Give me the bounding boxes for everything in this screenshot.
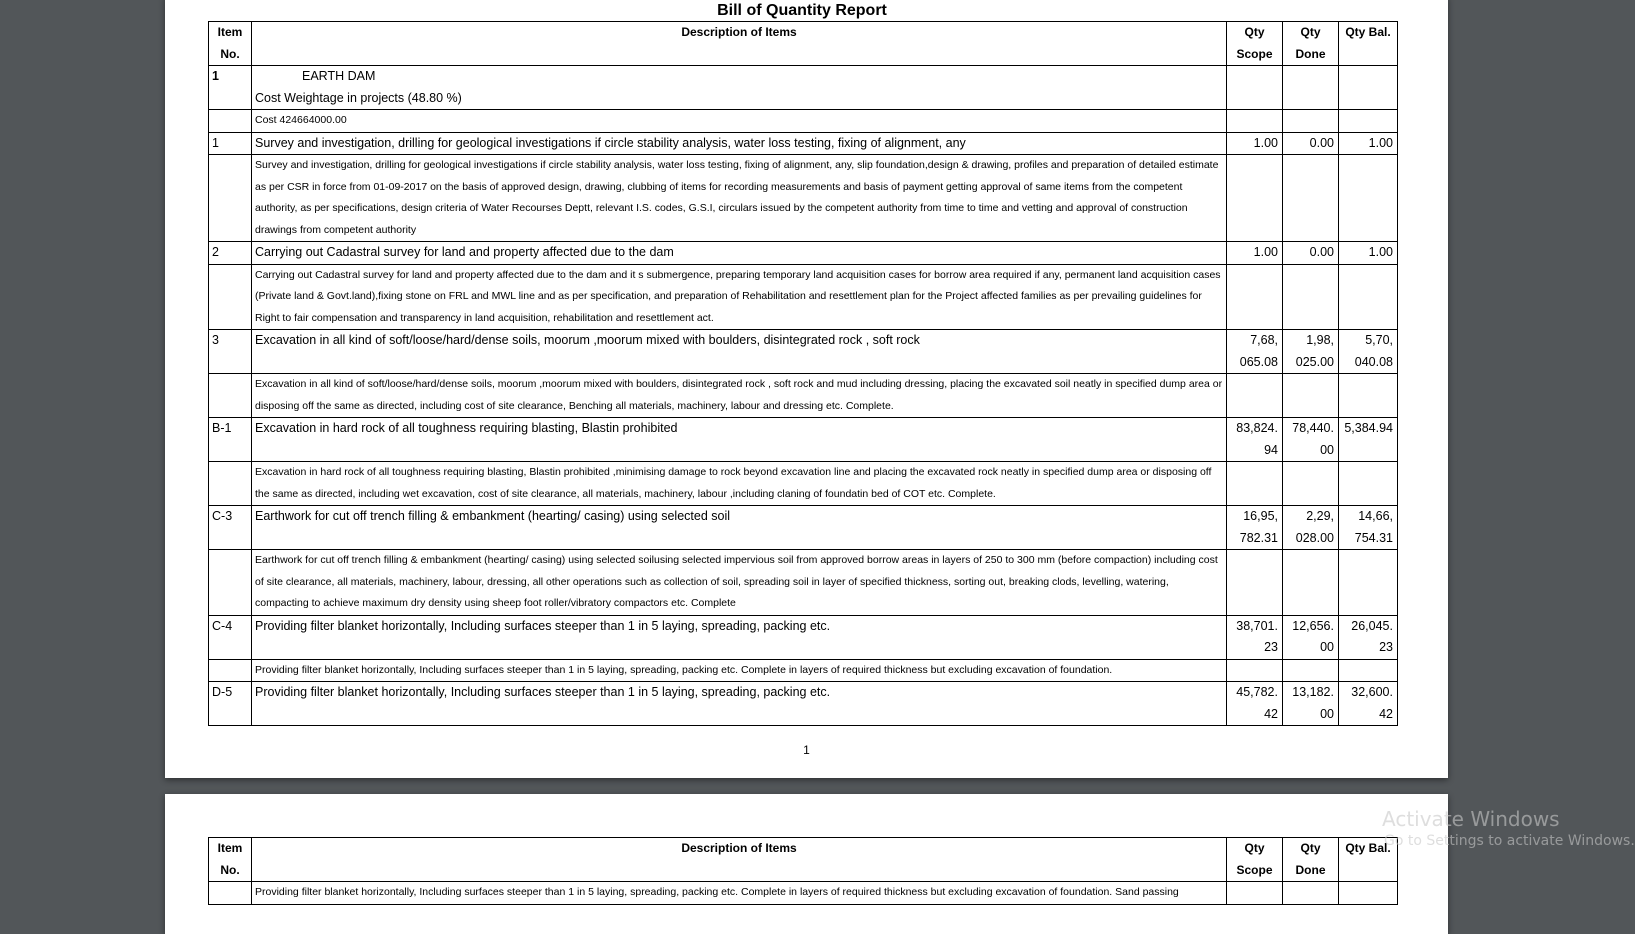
header-qty-scope: Qty Scope [1227,838,1283,882]
page-number: 1 [803,743,810,757]
qty-scope: 83,824. 94 [1227,418,1283,462]
qty-done: 0.00 [1283,242,1339,265]
item-no: D-5 [209,682,252,726]
qty-bal: 5,70, 040.08 [1339,330,1398,374]
section-no: 1 [209,66,252,110]
item-detail: Providing filter blanket horizontally, Including surfaces steeper than 1 in 5 laying, spreading, packing etc. Complete in layers of required thickness but excluding excavation of foundation. [252,659,1227,682]
qty-done: 2,29, 028.00 [1283,506,1339,550]
report-title: Bill of Quantity Report [717,2,887,19]
cost-weightage: Cost Weightage in projects (48.80 %) [255,90,462,105]
table-row [209,242,1398,265]
detail-row [209,659,1398,682]
header-qty-bal: Qty Bal. [1339,838,1398,882]
qty-bal: 32,600. 42 [1339,682,1398,726]
item-detail: Providing filter blanket horizontally, Including surfaces steeper than 1 in 5 laying, spreading, packing etc. Complete in layers of required thickness but excluding excavation of foundation. Sand passing [252,882,1227,905]
table-row [209,418,1398,462]
qty-done: 12,656. 00 [1283,615,1339,659]
qty-scope: 38,701. 23 [1227,615,1283,659]
qty-scope: 7,68, 065.08 [1227,330,1283,374]
qty-bal: 1.00 [1339,242,1398,265]
qty-scope: 16,95, 782.31 [1227,506,1283,550]
item-no: 1 [209,132,252,155]
table-row [209,682,1398,726]
header-qty-done: Qty Done [1283,838,1339,882]
item-title: Earthwork for cut off trench filling & embankment (hearting/ casing) using selected soil [252,506,1227,550]
section-heading [252,66,1227,110]
item-detail: Survey and investigation, drilling for geological investigations if circle stability analysis, water loss testing, fixing of alignment, any, slip foundation,design & drawing, profiles and preparation of detailed estimate as per CSR in force from 01-09-2017 on the basis of approved design, drawing, clubbing of items for recording measurements and basis of payment getting approval of same items from the competent authority, as per specifications, design criteria of Water Recourses Deptt, relevant I.S. codes, G.S.I, circulars issued by the competent authority from time to time and vetting and approval of construction drawings from competent authority [252,155,1227,242]
header-description: Description of Items [252,838,1227,882]
qty-scope: 45,782. 42 [1227,682,1283,726]
header-description: Description of Items [252,22,1227,66]
table-header-row [209,838,1398,882]
item-no: 2 [209,242,252,265]
item-no: C-4 [209,615,252,659]
header-item-no: Item No. [209,22,252,66]
qty-bal: 5,384.94 [1339,418,1398,462]
header-qty-done: Qty Done [1283,22,1339,66]
qty-scope: 1.00 [1227,242,1283,265]
detail-row [209,264,1398,330]
item-detail: Excavation in hard rock of all toughness requiring blasting, Blastin prohibited ,minimising damage to rock beyond excavation line and placing the excavated rock neatly in specified dump area or disposing off the same as directed, including wet excavation, cost of site clearance, all materials, machinery, labour ,including claning of foundatin bed of COT etc. Complete. [252,462,1227,506]
header-qty-scope: Qty Scope [1227,22,1283,66]
qty-bal: 1.00 [1339,132,1398,155]
report-page-1 [165,0,1448,778]
table-header-row [209,22,1398,66]
header-qty-bal: Qty Bal. [1339,22,1398,66]
qty-bal: 26,045. 23 [1339,615,1398,659]
qty-bal: 14,66, 754.31 [1339,506,1398,550]
boq-table [208,21,1398,726]
item-title: Survey and investigation, drilling for geological investigations if circle stability analysis, water loss testing, fixing of alignment, any [252,132,1227,155]
item-detail: Earthwork for cut off trench filling & embankment (hearting/ casing) using selected soilusing selected impervious soil from approved borrow areas in layers of 250 to 300 mm (before compaction) including cost of site clearance, all materials, machinery, labour, dressing, all other operations such as collection of soil, spreading soil in layer of specified thickness, sorting out, breaking clods, levelling, watering, compacting to achieve maximum dry density using sheep foot roller/vibratory compactors etc. Complete [252,550,1227,616]
qty-done: 0.00 [1283,132,1339,155]
detail-row [209,882,1398,905]
watermark-subtitle: Go to Settings to activate Windows. [1384,833,1635,849]
item-title: Providing filter blanket horizontally, Including surfaces steeper than 1 in 5 laying, spreading, packing etc. [252,615,1227,659]
detail-row [209,550,1398,616]
item-title: Carrying out Cadastral survey for land and property affected due to the dam [252,242,1227,265]
detail-row [209,374,1398,418]
boq-table-continued [208,837,1398,905]
watermark-title: Activate Windows [1382,807,1560,831]
detail-row [209,462,1398,506]
item-detail: Carrying out Cadastral survey for land and property affected due to the dam and it s submergence, preparing temporary land acquisition cases for borrow area required if any, permanent land acquisition cases (Private land & Govt.land),fixing stone on FRL and MWL line and as per specification, and preparation of Rehabilitation and resettlement plan for the Project affected families as per prevailing guidelines for Right to fair compensation and transparency in land acquisition, rehabilitation and resettlement act. [252,264,1227,330]
item-title: Excavation in all kind of soft/loose/hard/dense soils, moorum ,moorum mixed with boulders, disintegrated rock , soft rock [252,330,1227,374]
header-item-no: Item No. [209,838,252,882]
report-page-2 [165,794,1448,934]
table-row [209,330,1398,374]
item-no: 3 [209,330,252,374]
qty-scope: 1.00 [1227,132,1283,155]
item-title: Excavation in hard rock of all toughness requiring blasting, Blastin prohibited [252,418,1227,462]
item-title: Providing filter blanket horizontally, Including surfaces steeper than 1 in 5 laying, spreading, packing etc. [252,682,1227,726]
detail-row [209,155,1398,242]
qty-done: 78,440. 00 [1283,418,1339,462]
qty-done: 13,182. 00 [1283,682,1339,726]
item-no: C-3 [209,506,252,550]
section-cost: Cost 424664000.00 [252,110,1227,133]
section-cost-row [209,110,1398,133]
table-row [209,132,1398,155]
item-detail: Excavation in all kind of soft/loose/hard/dense soils, moorum ,moorum mixed with boulders, disintegrated rock , soft rock and mud including dressing, placing the excavated soil neatly in specified dump area or disposing off the same as directed, including cost of site clearance, Benching all materials, machinery, labour and dressing etc. Complete. [252,374,1227,418]
table-row [209,506,1398,550]
qty-done: 1,98, 025.00 [1283,330,1339,374]
item-no: B-1 [209,418,252,462]
section-title: EARTH DAM [302,69,376,83]
table-row [209,615,1398,659]
section-row [209,66,1398,110]
